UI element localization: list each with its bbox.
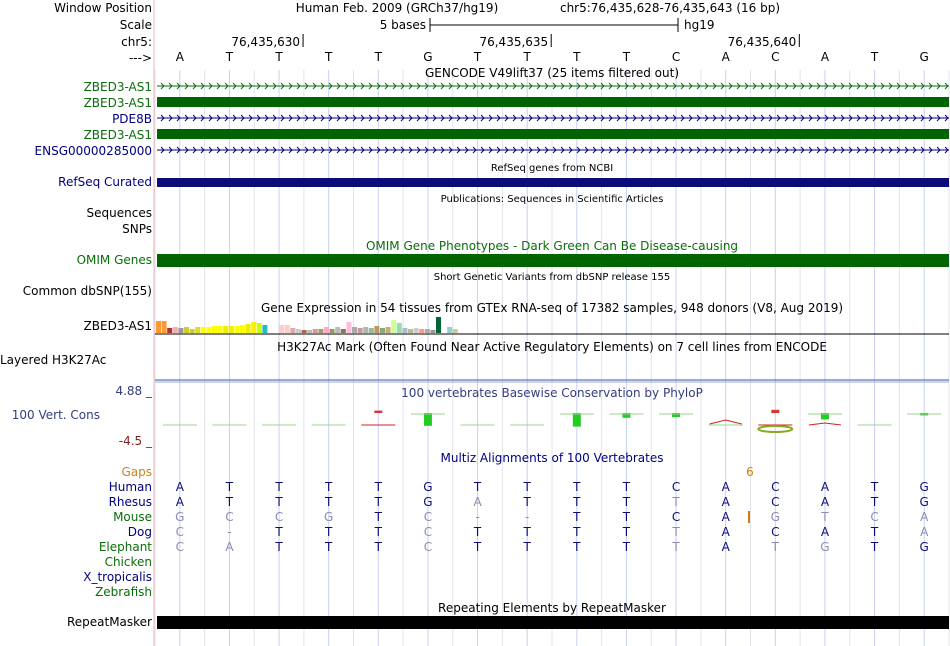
gtex-bar[interactable] — [374, 326, 379, 333]
gap-count: 6 — [746, 465, 754, 479]
gtex-bar[interactable] — [369, 328, 374, 333]
strand-label: ---> — [128, 51, 152, 65]
alignment-base: T — [672, 525, 680, 539]
alignment-base: T — [622, 540, 631, 554]
alignment-base: T — [870, 540, 879, 554]
alignment-base: C — [671, 480, 681, 494]
base-letter: T — [573, 50, 581, 64]
phylop-max-label: 4.88 _ — [115, 384, 152, 398]
gtex-bar[interactable] — [324, 327, 329, 333]
gtex-bar[interactable] — [402, 328, 407, 333]
alignment-base: C — [274, 510, 284, 524]
gtex-bar[interactable] — [346, 322, 351, 333]
refseq-title: RefSeq genes from NCBI — [490, 163, 614, 174]
alignment-base: A — [721, 480, 730, 494]
alignment-base: T — [622, 525, 631, 539]
gtex-bar[interactable] — [229, 326, 234, 333]
gencode-label-ensg[interactable]: ENSG00000285000 — [34, 144, 152, 158]
alignment-base: T — [473, 540, 482, 554]
gtex-bar[interactable] — [251, 322, 256, 333]
species-label-elephant: Elephant — [98, 540, 152, 554]
gtex-bar[interactable] — [302, 330, 307, 333]
multiz-title: Multiz Alignments of 100 Vertebrates — [440, 451, 664, 465]
alignment-base: T — [374, 480, 382, 494]
base-letter: T — [225, 50, 234, 64]
alignment-base: T — [523, 540, 531, 554]
gtex-bar[interactable] — [195, 327, 200, 333]
alignment-base: G — [423, 495, 433, 509]
refseq-label[interactable]: RefSeq Curated — [58, 175, 152, 189]
gtex-bar[interactable] — [307, 330, 312, 333]
gtex-bar[interactable] — [335, 327, 340, 333]
window-position-label: Window Position — [54, 1, 152, 15]
alignment-base: T — [374, 525, 382, 539]
alignment-base: A — [920, 510, 929, 524]
scale-label: Scale — [119, 18, 152, 32]
base-letter: T — [473, 50, 482, 64]
alignment-base: T — [573, 495, 581, 509]
gtex-bar[interactable] — [206, 327, 211, 333]
alignment-base: T — [275, 525, 283, 539]
gtex-bar[interactable] — [262, 325, 267, 333]
alignment-base: - — [525, 510, 530, 524]
gtex-bar[interactable] — [380, 328, 385, 333]
gtex-bar[interactable] — [240, 325, 245, 333]
snps-label[interactable]: SNPs — [122, 222, 152, 236]
gtex-bar[interactable] — [173, 327, 178, 333]
gtex-bar[interactable] — [296, 329, 301, 333]
phylop-bar — [424, 413, 432, 426]
base-letter: G — [423, 50, 433, 64]
phylop-label[interactable]: 100 Vert. Cons — [11, 408, 100, 422]
repeatmasker-label[interactable]: RepeatMasker — [66, 615, 152, 629]
alignment-base: T — [275, 480, 283, 494]
repeatmasker-feature-bar[interactable] — [157, 616, 949, 629]
gtex-bar[interactable] — [246, 324, 251, 333]
alignment-base: A — [820, 480, 830, 494]
alignment-base: T — [573, 540, 581, 554]
species-label-human: Human — [108, 480, 152, 494]
chrom-label: chr5: — [121, 35, 152, 49]
alignment-base: T — [573, 525, 581, 539]
gencode-label-zbed3-as1-2[interactable]: ZBED3-AS1 — [83, 96, 152, 110]
scale-db-text: hg19 — [684, 18, 715, 32]
alignment-base: C — [671, 510, 681, 524]
gencode-label-pde8b[interactable]: PDE8B — [112, 112, 152, 126]
gtex-bar[interactable] — [178, 328, 183, 333]
gencode-label-zbed3-as1-3[interactable]: ZBED3-AS1 — [83, 128, 152, 142]
base-letter: C — [671, 50, 681, 64]
gtex-bar[interactable] — [212, 326, 217, 333]
base-letter: T — [622, 50, 631, 64]
alignment-base: C — [423, 510, 433, 524]
gtex-bar[interactable] — [234, 326, 239, 333]
alignment-base: G — [770, 510, 780, 524]
alignment-base: A — [175, 480, 184, 494]
dbsnp-title: Short Genetic Variants from dbSNP release 155 — [433, 272, 671, 283]
scale-text: 5 bases — [379, 18, 426, 32]
ruler-coord: 76,435,635 — [479, 35, 549, 49]
alignment-base: C — [175, 525, 185, 539]
alignment-base: A — [721, 495, 730, 509]
base-letter: T — [374, 50, 382, 64]
gtex-bar[interactable] — [257, 323, 262, 333]
base-letter: T — [325, 50, 333, 64]
alignment-base: T — [473, 480, 482, 494]
alignment-base: T — [473, 525, 482, 539]
gencode-title: GENCODE V49lift37 (25 items filtered out) — [424, 66, 680, 80]
alignment-base: T — [325, 495, 333, 509]
alignment-base: T — [275, 540, 283, 554]
alignment-base: T — [870, 525, 879, 539]
gtex-bar[interactable] — [184, 327, 189, 333]
h3k27ac-label[interactable]: Layered H3K27Ac — [0, 353, 107, 367]
position-text: chr5:76,435,628-76,435,643 (16 bp) — [559, 1, 781, 15]
alignment-base: G — [919, 540, 929, 554]
ruler-coord: 76,435,640 — [727, 35, 797, 49]
gtex-bar[interactable] — [190, 329, 195, 333]
gencode-feature-bar[interactable] — [157, 129, 949, 139]
alignment-base: G — [324, 510, 334, 524]
alignment-base: T — [523, 480, 531, 494]
omim-feature-bar[interactable] — [157, 254, 949, 267]
alignment-base: T — [225, 480, 234, 494]
alignment-base: T — [821, 510, 829, 524]
alignment-base: C — [175, 540, 185, 554]
alignment-base: G — [820, 540, 830, 554]
alignment-base: T — [523, 495, 531, 509]
gtex-bar[interactable] — [414, 328, 419, 333]
phylop-bar — [573, 413, 581, 427]
alignment-base: A — [473, 495, 482, 509]
gtex-bar[interactable] — [156, 321, 161, 333]
alignment-base: G — [919, 480, 929, 494]
alignment-base: A — [920, 525, 929, 539]
alignment-base: C — [771, 495, 780, 509]
alignment-base: A — [225, 540, 234, 554]
alignment-base: T — [870, 480, 879, 494]
species-label-chicken: Chicken — [104, 555, 152, 569]
alignment-base: T — [374, 495, 382, 509]
alignment-base: C — [870, 510, 879, 524]
alignment-base: A — [820, 495, 830, 509]
gtex-bar[interactable] — [341, 329, 346, 333]
alignment-base: T — [622, 510, 631, 524]
alignment-base: T — [573, 480, 581, 494]
gencode-label-zbed3-as1-1[interactable]: ZBED3-AS1 — [83, 80, 152, 94]
alignment-base: C — [771, 480, 780, 494]
gtex-bar[interactable] — [391, 320, 396, 333]
alignment-base: T — [325, 540, 333, 554]
gtex-bar[interactable] — [313, 329, 318, 333]
alignment-base: T — [573, 510, 581, 524]
alignment-base: - — [475, 510, 480, 524]
species-label-mouse: Mouse — [113, 510, 152, 524]
phylop-bar — [374, 411, 382, 413]
h3k27ac-title: H3K27Ac Mark (Often Found Near Active Regulatory Elements) on 7 cell lines from ENCODE — [277, 340, 827, 354]
gtex-bar[interactable] — [397, 323, 402, 333]
alignment-base: C — [423, 540, 433, 554]
alignment-base: T — [771, 540, 779, 554]
gtex-bar[interactable] — [408, 329, 413, 333]
gtex-bar[interactable] — [447, 327, 452, 333]
gtex-bar[interactable] — [290, 328, 295, 333]
alignment-base: T — [622, 495, 631, 509]
gtex-label[interactable]: ZBED3-AS1 — [83, 319, 152, 333]
gencode-feature-bar[interactable] — [157, 97, 949, 107]
alignment-base: G — [175, 510, 185, 524]
gtex-bar[interactable] — [223, 326, 228, 333]
gtex-bar[interactable] — [318, 329, 323, 333]
gtex-bar[interactable] — [453, 329, 458, 333]
alignment-base: T — [325, 525, 333, 539]
gtex-bar[interactable] — [358, 328, 363, 333]
alignment-base: T — [523, 525, 531, 539]
gtex-bar[interactable] — [425, 329, 430, 333]
alignment-base: T — [275, 495, 283, 509]
omim-label[interactable]: OMIM Genes — [76, 253, 152, 267]
base-letter: T — [870, 50, 879, 64]
gtex-bar[interactable] — [167, 328, 172, 333]
gtex-bar[interactable] — [218, 326, 223, 333]
alignment-base: T — [325, 480, 333, 494]
alignment-base: A — [175, 495, 184, 509]
base-letter: C — [771, 50, 780, 64]
base-letter: T — [523, 50, 531, 64]
alignment-base: G — [919, 495, 929, 509]
gtex-bar[interactable] — [330, 329, 335, 333]
alignment-base: G — [423, 480, 433, 494]
gtex-bar[interactable] — [386, 327, 391, 333]
species-label-x-tropicalis: X_tropicalis — [83, 570, 152, 584]
alignment-base: T — [374, 510, 382, 524]
gaps-label: Gaps — [121, 465, 152, 479]
alignment-base: T — [622, 480, 631, 494]
alignment-base: A — [721, 525, 730, 539]
ruler-coord: 76,435,630 — [231, 35, 301, 49]
alignment-base: A — [721, 510, 730, 524]
sequences-label[interactable]: Sequences — [86, 206, 152, 220]
gtex-bar[interactable] — [436, 317, 441, 333]
alignment-base: T — [672, 540, 680, 554]
publications-title: Publications: Sequences in Scientific Articles — [440, 194, 664, 205]
alignment-base: - — [227, 525, 232, 539]
alignment-base: T — [374, 540, 382, 554]
species-label-zebrafish: Zebrafish — [95, 585, 152, 599]
refseq-feature-bar[interactable] — [157, 178, 949, 187]
assembly-text: Human Feb. 2009 (GRCh37/hg19) — [295, 1, 499, 15]
dbsnp-label[interactable]: Common dbSNP(155) — [22, 284, 152, 298]
alignment-base: A — [721, 540, 730, 554]
phylop-title: 100 vertebrates Basewise Conservation by PhyloP — [401, 386, 703, 400]
alignment-base: C — [423, 525, 433, 539]
gtex-bar[interactable] — [162, 321, 167, 333]
gtex-bar[interactable] — [352, 327, 357, 333]
base-letter: T — [275, 50, 283, 64]
gtex-bar[interactable] — [430, 330, 435, 333]
gtex-bar[interactable] — [285, 325, 290, 333]
gtex-bar[interactable] — [363, 327, 368, 333]
species-label-dog: Dog — [127, 525, 152, 539]
alignment-base: T — [225, 495, 234, 509]
species-label-rhesus: Rhesus — [108, 495, 152, 509]
phylop-min-label: -4.5 _ — [118, 434, 152, 448]
repeatmasker-title: Repeating Elements by RepeatMasker — [438, 601, 666, 615]
base-letter: A — [721, 50, 730, 64]
base-letter: G — [919, 50, 929, 64]
alignment-base: T — [870, 495, 879, 509]
gtex-bar[interactable] — [279, 325, 284, 333]
base-letter: A — [820, 50, 830, 64]
omim-title: OMIM Gene Phenotypes - Dark Green Can Be Disease-causing — [365, 239, 739, 253]
gtex-bar[interactable] — [419, 329, 424, 333]
phylop-bar — [771, 410, 779, 413]
alignment-base: C — [771, 525, 780, 539]
gtex-bar[interactable] — [201, 327, 206, 333]
alignment-base: A — [820, 525, 830, 539]
alignment-base: T — [672, 495, 680, 509]
base-letter: A — [175, 50, 184, 64]
gtex-title: Gene Expression in 54 tissues from GTEx RNA-seq of 17382 samples, 948 donors (V8, Aug 2019) — [260, 301, 844, 315]
alignment-base: C — [225, 510, 234, 524]
